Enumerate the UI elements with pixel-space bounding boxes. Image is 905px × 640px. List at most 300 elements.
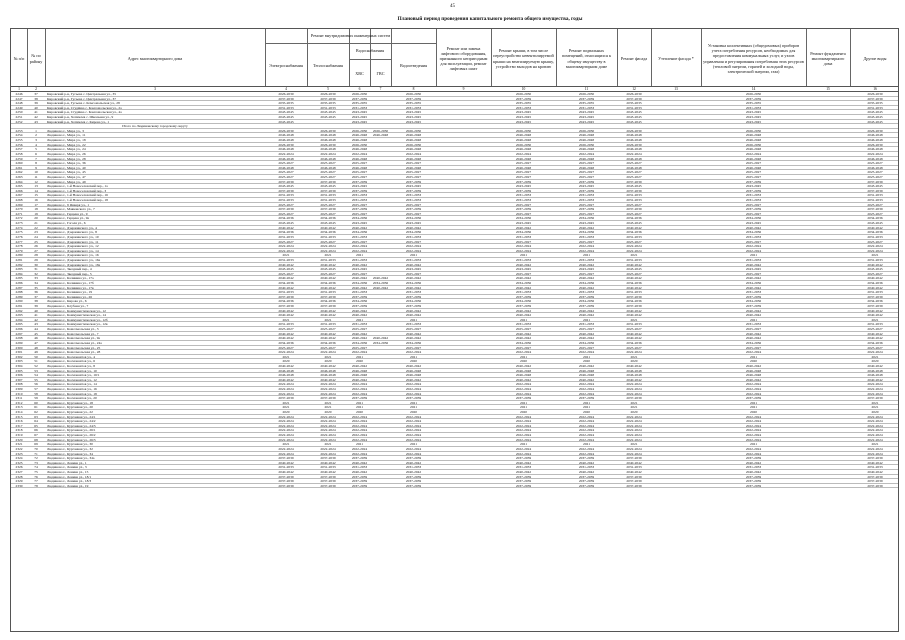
cell-num: 2330: [15, 483, 23, 488]
cell-num: 2251: [15, 115, 23, 120]
cell-num-district: 17: [34, 202, 38, 207]
cell-other: 2022-2024: [867, 451, 883, 456]
cell-heating: 2040-2042: [320, 377, 336, 382]
cell-roof: 2025-2027: [515, 174, 532, 179]
cell-roof: 2022-2024: [515, 391, 532, 396]
cell-basement: 2046-2048: [578, 138, 595, 143]
column-number: 6: [358, 87, 361, 91]
cell-heating: 2046-2048: [320, 133, 336, 138]
cell-sewer: 2025-2027: [405, 161, 422, 166]
cell-meters: 2026-2030: [745, 128, 762, 133]
header-gvs: ГВС: [376, 70, 385, 76]
cell-other: 2031-2033: [867, 234, 883, 239]
cell-heating: 2037-2039: [320, 179, 336, 184]
cell-num-district: 19: [34, 211, 38, 216]
cell-hvs: 2025-2027: [351, 327, 368, 332]
cell-roof: 2046-2048: [515, 138, 532, 143]
cell-sewer: 2021: [410, 405, 417, 410]
cell-other: 2040-2042: [867, 308, 883, 313]
cell-hvs: 2040-2042: [351, 308, 368, 313]
cell-facade: 2034-2036: [626, 299, 642, 304]
cell-address: Людиново г., Курганная ул., 24/1: [47, 414, 96, 419]
cell-facade: 2025-2027: [626, 345, 642, 350]
cell-meters: 2037-2039: [745, 396, 762, 401]
cell-meters: 2043-2045: [745, 184, 762, 189]
cell-facade: 2043-2045: [626, 221, 642, 226]
cell-num: 2267: [15, 193, 23, 198]
cell-num: 2305: [15, 368, 23, 373]
cell-meters: 2034-2036: [745, 280, 762, 285]
cell-num: 2279: [15, 248, 23, 253]
cell-other: 2031-2033: [867, 465, 883, 470]
cell-basement: 2046-2048: [578, 156, 595, 161]
cell-heating: 2021: [324, 354, 332, 359]
cell-meters: 2037-2039: [745, 294, 762, 299]
cell-hvs: 2025-2027: [351, 345, 368, 350]
cell-num: 2308: [15, 382, 23, 387]
cell-num-district: 16: [34, 198, 38, 203]
cell-sewer: 2034-2036: [405, 230, 422, 235]
header-meters: Установка коллективных (общедомовых) приборов учета потребления ресурсов, необходимых для предоставления коммунальных услуг, и узлов управления и регулирования потребления этих ресурсов (тепловой энергии, горячей и холодной воды, электрической энергии, газа): [703, 43, 804, 74]
cell-facade: 2021: [630, 442, 638, 447]
cell-meters: 2046-2048: [745, 138, 762, 143]
header-num-district: № по району: [29, 53, 43, 64]
cell-facade: 2021: [630, 400, 638, 405]
cell-num-district: 74: [34, 465, 38, 470]
cell-heating: 2046-2048: [320, 368, 336, 373]
cell-meters: 2031-2033: [745, 465, 762, 470]
cell-heating: 2040-2042: [320, 336, 336, 341]
cell-address: Людиново г., Мира ул., 36: [47, 161, 86, 166]
cell-num-district: 75: [34, 469, 38, 474]
cell-address: Людиново г., Звездный пер., 5: [47, 271, 92, 276]
cell-heating: 2022-2024: [320, 446, 336, 451]
cell-num-district: 42: [34, 317, 38, 322]
cell-num: 2296: [15, 327, 23, 332]
cell-other: 2046-2048: [867, 138, 883, 143]
cell-heating: 2046-2048: [320, 147, 336, 152]
cell-meters: 2046-2048: [745, 147, 762, 152]
cell-hvs: 2040-2042: [351, 285, 368, 290]
cell-basement: 2037-2039: [578, 96, 595, 101]
cell-other: 2026-2030: [867, 128, 883, 133]
cell-facade: 2025-2027: [626, 174, 642, 179]
cell-basement: 2031-2033: [578, 465, 595, 470]
cell-sewer: 2040-2042: [405, 308, 422, 313]
cell-meters: 2025-2027: [745, 202, 762, 207]
cell-address: Людиново г., Герцена ул., 9: [47, 211, 88, 216]
cell-heating: 2037-2039: [320, 96, 336, 101]
cell-other: 2046-2048: [867, 147, 883, 152]
cell-basement: 2021: [583, 400, 590, 405]
cell-meters: 2020: [750, 359, 757, 364]
cell-electric: 2021: [282, 354, 290, 359]
cell-electric: 2040-2042: [278, 377, 294, 382]
cell-heating: 2022-2024: [320, 414, 336, 419]
cell-meters: 2021: [750, 317, 757, 322]
cell-hvs: 2025-2027: [351, 161, 368, 166]
cell-num: 2295: [15, 322, 23, 327]
cell-address: Людиново г., Курганная ул., 24/2: [47, 419, 96, 424]
cell-hvs: 2022-2024: [351, 446, 368, 451]
cell-other: 2046-2048: [867, 156, 883, 161]
cell-basement: 2037-2039: [578, 396, 595, 401]
cell-facade: 2022-2024: [626, 419, 642, 424]
cell-num-district: 54: [34, 373, 38, 378]
cell-num: 2304: [15, 363, 23, 368]
cell-sewer: 2037-2039: [405, 294, 422, 299]
cell-meters: 2043-2045: [745, 221, 762, 226]
cell-hvs: 2035-2035: [351, 101, 368, 106]
cell-meters: 2040-2042: [745, 331, 762, 336]
cell-heating: 2040-2042: [320, 469, 336, 474]
cell-hvs: 2037-2039: [351, 396, 368, 401]
cell-other: 2037-2039: [867, 207, 883, 212]
cell-electric: 2025-2027: [278, 202, 294, 207]
cell-hvs: 2040-2042: [351, 469, 368, 474]
cell-roof: 2035-2035: [515, 101, 532, 106]
cell-sewer: 2037-2039: [405, 474, 422, 479]
cell-num-district: 7: [35, 156, 37, 161]
cell-electric: 2034-2036: [278, 230, 294, 235]
cell-meters: 2040-2042: [745, 262, 762, 267]
cell-gvs: 2040-2042: [372, 336, 389, 341]
cell-hvs: 2043-2045: [351, 119, 368, 124]
cell-basement: 2022-2024: [578, 451, 595, 456]
cell-address: Людиново г., Дзержинского ул., 11: [47, 239, 99, 244]
cell-basement: 2040-2042: [578, 336, 595, 341]
column-number: 5: [327, 87, 329, 91]
cell-num: 2293: [15, 313, 23, 318]
cell-other: 2040-2042: [867, 469, 883, 474]
cell-hvs: 2043-2045: [351, 267, 368, 272]
cell-hvs: 2040-2042: [351, 363, 368, 368]
cell-other: 2040-2042: [867, 363, 883, 368]
cell-num-district: 73: [34, 460, 38, 465]
cell-num-district: 53: [34, 368, 38, 373]
cell-num: 2277: [15, 239, 23, 244]
cell-address: Людиново г., Дзержинского ул., 16а: [47, 257, 101, 262]
cell-address: Людиново г., Калинина ул., 17а: [47, 276, 94, 281]
cell-roof: 2034-2036: [515, 280, 532, 285]
cell-meters: 2046-2048: [745, 368, 762, 373]
cell-heating: 2022-2024: [320, 419, 336, 424]
cell-basement: 2031-2033: [578, 257, 595, 262]
cell-num-district: 44: [34, 327, 38, 332]
cell-address: Людиново г., Дзержинского ул., 14: [47, 248, 99, 253]
cell-roof: 2025-2027: [515, 202, 532, 207]
cell-sewer: 2022-2024: [405, 414, 422, 419]
cell-address: Людиново г., Курганная ул., 26/3: [47, 437, 96, 442]
cell-facade: 2040-2042: [626, 460, 642, 465]
cell-heating: 2037-2039: [320, 396, 336, 401]
cell-electric: 2031-2033: [278, 257, 294, 262]
cell-basement: 2037-2039: [578, 474, 595, 479]
cell-meters: 2046-2048: [745, 373, 762, 378]
cell-heating: 2037-2039: [320, 304, 336, 309]
cell-heating: 2022-2024: [320, 382, 336, 387]
cell-other: 2046-2048: [867, 368, 883, 373]
cell-num-district: 38: [34, 96, 38, 101]
cell-electric: 2040-2042: [278, 460, 294, 465]
cell-other: 2035-2035: [867, 101, 883, 106]
cell-electric: 2031-2033: [278, 193, 294, 198]
cell-other: 2022-2024: [867, 387, 883, 391]
cell-roof: 2021: [520, 354, 527, 359]
cell-sewer: 2022-2024: [405, 446, 422, 451]
cell-electric: 2022-2024: [278, 382, 294, 387]
cell-other: 2022-2024: [867, 382, 883, 387]
cell-other: 2021: [871, 400, 879, 405]
cell-num-district: 14: [34, 188, 38, 193]
cell-heating: 2025-2027: [320, 170, 336, 175]
cell-roof: 2040-2042: [515, 313, 532, 318]
cell-roof: 2022-2024: [515, 419, 532, 424]
cell-meters: 2022-2024: [745, 248, 762, 253]
cell-electric: 2022-2024: [278, 248, 294, 253]
cell-hvs: 2022-2024: [351, 391, 368, 396]
cell-facade: 2025-2027: [626, 170, 642, 175]
cell-other: 2034-2036: [867, 280, 883, 285]
cell-heating: 2031-2033: [320, 290, 336, 295]
cell-meters: 2040-2042: [745, 225, 762, 230]
cell-num-district: 58: [34, 391, 38, 396]
cell-roof: 2040-2042: [515, 363, 532, 368]
cell-meters: 2022-2024: [745, 419, 762, 424]
cell-hvs: 2031-2033: [351, 198, 368, 203]
cell-roof: 2025-2027: [515, 239, 532, 244]
cell-num: 2323: [15, 451, 23, 456]
cell-heating: 2026-2030: [320, 92, 336, 96]
cell-meters: 2031-2033: [745, 290, 762, 295]
cell-roof: 2021: [520, 253, 527, 258]
cell-num: 2284: [15, 271, 23, 276]
cell-gvs: 2046-2048: [372, 133, 389, 138]
cell-sewer: 2031-2033: [405, 198, 422, 203]
column-number: 4: [285, 87, 287, 91]
cell-sewer: 2040-2042: [405, 262, 422, 267]
cell-address: Людиново г., Космонавтов ул., 10/1: [47, 373, 100, 378]
cell-address: Людиново г., Космонавтов ул., 16: [47, 387, 97, 391]
cell-other: 2031-2033: [867, 193, 883, 198]
cell-other: 2022-2024: [867, 419, 883, 424]
cell-heating: 2034-2036: [320, 280, 336, 285]
cell-num: 2324: [15, 456, 23, 461]
cell-meters: 2046-2048: [745, 156, 762, 161]
cell-address: Людиново г., Коммунистическая ул., 12в: [47, 322, 108, 327]
header-insulation: Утепление фасада *: [658, 55, 694, 61]
header-utilities-group: Ремонт внутридомовых инженерных систем: [310, 33, 391, 39]
cell-electric: 2026-2030: [278, 92, 294, 96]
cell-roof: 2022-2024: [515, 151, 532, 156]
cell-roof: 2022-2024: [515, 248, 532, 253]
cell-sewer: 2037-2039: [405, 96, 422, 101]
cell-roof: 2022-2024: [515, 350, 532, 355]
cell-num: 2299: [15, 340, 23, 345]
cell-num: 2325: [15, 460, 23, 465]
cell-sewer: 2037-2039: [405, 207, 422, 212]
cell-address: Людиново г., Курганная ул., 32: [47, 446, 93, 451]
cell-num-district: 51: [34, 359, 38, 364]
cell-sewer: 2046-2048: [405, 156, 422, 161]
cell-num: 2249: [15, 105, 23, 110]
cell-num: 2257: [15, 147, 23, 152]
cell-hvs: 2034-2036: [351, 299, 368, 304]
cell-meters: 2022-2024: [745, 428, 762, 433]
cell-basement: 2043-2045: [578, 184, 595, 189]
header-basement: Ремонт подвальных помещений, относящихся к общему имуществу в многоквартирном доме: [561, 48, 612, 69]
table-row: [11, 484, 898, 489]
cell-num: 2280: [15, 253, 23, 258]
cell-facade: 2021: [630, 317, 638, 322]
cell-hvs: 2037-2039: [351, 456, 368, 461]
cell-basement: 2043-2045: [578, 115, 595, 120]
cell-sewer: 2040-2042: [405, 225, 422, 230]
cell-meters: 2022-2024: [745, 446, 762, 451]
cell-num: 2294: [15, 317, 23, 322]
cell-facade: 2022-2024: [626, 387, 642, 391]
cell-num: 2322: [15, 446, 23, 451]
cell-sewer: 2037-2039: [405, 304, 422, 309]
cell-hvs: 2037-2039: [351, 294, 368, 299]
cell-roof: 2040-2042: [515, 276, 532, 281]
cell-basement: 2040-2042: [578, 313, 595, 318]
cell-other: 2022-2024: [867, 433, 883, 438]
cell-num: 2255: [15, 138, 23, 143]
cell-num-district: 40: [34, 308, 38, 313]
cell-meters: 2046-2048: [745, 133, 762, 138]
cell-heating: 2031-2033: [320, 193, 336, 198]
cell-electric: 2025-2027: [278, 161, 294, 166]
cell-meters: 2040-2042: [745, 308, 762, 313]
cell-address: Людиново г., 1-й Новоселовский пер., 16: [47, 193, 108, 198]
cell-sewer: 2040-2042: [405, 276, 422, 281]
cell-other: 2040-2042: [867, 336, 883, 341]
cell-sewer: 2022-2024: [405, 391, 422, 396]
cell-electric: 2022-2024: [278, 451, 294, 456]
cell-other: 2022-2024: [867, 446, 883, 451]
cell-sewer: 2025-2027: [405, 327, 422, 332]
cell-address: Людиново г., 9 Января ул., 1: [47, 202, 89, 207]
cell-meters: 2026-2030: [745, 142, 762, 147]
cell-electric: 2025-2027: [278, 239, 294, 244]
cell-electric: 2046-2048: [278, 373, 294, 378]
cell-electric: 2020: [282, 359, 290, 364]
cell-hvs: 2020: [356, 359, 363, 364]
cell-other: 2037-2039: [867, 96, 883, 101]
cell-address: Кировский р-н, Хотимлев с. Кирова ул., 1: [47, 119, 109, 124]
cell-other: 2026-2030: [867, 142, 883, 147]
cell-address: Людиново г., Курганная ул., 26/1: [47, 428, 96, 433]
cell-facade: 2040-2042: [626, 377, 642, 382]
column-number: 2: [35, 87, 37, 91]
cell-roof: 2046-2048: [515, 147, 532, 152]
cell-roof: 2022-2024: [515, 428, 532, 433]
cell-electric: 2043-2045: [278, 221, 294, 226]
cell-facade: 2025-2027: [626, 271, 642, 276]
cell-other: 2031-2033: [867, 105, 883, 110]
cell-num-district: 12: [34, 179, 38, 184]
cell-facade: 2037-2039: [626, 207, 642, 212]
cell-sewer: 2040-2042: [405, 285, 422, 290]
cell-sewer: 2021: [410, 354, 417, 359]
cell-num: 2265: [15, 184, 23, 189]
cell-num: 2262: [15, 170, 23, 175]
cell-address: Людиново г., Ленина ул., 18/1: [47, 474, 92, 479]
cell-roof: 2043-2045: [515, 221, 532, 226]
cell-electric: 2026-2030: [278, 142, 294, 147]
cell-num-district: 41: [34, 313, 38, 318]
cell-sewer: 2046-2048: [405, 165, 422, 170]
cell-num: 2291: [15, 304, 23, 309]
cell-heating: 2022-2024: [320, 350, 336, 355]
cell-basement: 2025-2027: [578, 174, 595, 179]
table-body: [10, 92, 899, 632]
cell-sewer: 2031-2033: [405, 465, 422, 470]
cell-sewer: 2040-2042: [405, 363, 422, 368]
cell-basement: 2021: [583, 317, 590, 322]
cell-basement: 2021: [583, 405, 590, 410]
cell-num-district: 46: [34, 336, 38, 341]
cell-sewer: 2022-2024: [405, 382, 422, 387]
cell-sewer: 2046-2048: [405, 133, 422, 138]
cell-meters: 2040-2042: [745, 363, 762, 368]
column-number: 15: [826, 87, 830, 91]
cell-meters: 2037-2039: [745, 479, 762, 484]
cell-num-district: 59: [34, 396, 38, 401]
cell-address: Людиново г., Курганная ул., 30: [47, 442, 93, 447]
cell-basement: 2031-2033: [578, 193, 595, 198]
cell-other: 2043-2045: [867, 115, 883, 120]
cell-roof: 2025-2027: [515, 211, 532, 216]
cell-other: 2025-2027: [867, 271, 883, 276]
cell-facade: 2034-2036: [626, 216, 642, 221]
cell-meters: 2022-2024: [745, 350, 762, 355]
cell-hvs: 2031-2033: [351, 234, 368, 239]
cell-electric: 2026-2030: [278, 128, 294, 133]
cell-num-district: 41: [34, 110, 38, 115]
cell-facade: 2043-2045: [626, 184, 642, 189]
cell-other: 2021: [871, 442, 879, 447]
cell-basement: 2046-2048: [578, 165, 595, 170]
cell-num-district: 1: [35, 128, 37, 133]
cell-facade: 2040-2042: [626, 331, 642, 336]
cell-num-district: 9: [35, 165, 37, 170]
cell-address: Людиново г., Мира ул., 40: [47, 165, 86, 170]
cell-other: 2025-2027: [867, 239, 883, 244]
cell-num: 2270: [15, 207, 23, 212]
cell-num: 2318: [15, 428, 23, 433]
cell-basement: 2034-2036: [578, 340, 595, 345]
cell-electric: 2043-2045: [278, 267, 294, 272]
cell-other: 2025-2027: [867, 161, 883, 166]
cell-facade: 2022-2024: [626, 433, 642, 438]
cell-heating: 2021: [324, 253, 332, 258]
header-heating: Теплоснабжения: [313, 62, 343, 68]
cell-heating: 2034-2036: [320, 230, 336, 235]
cell-meters: 2022-2024: [745, 437, 762, 442]
cell-basement: 2022-2024: [578, 248, 595, 253]
cell-num: 2256: [15, 142, 23, 147]
cell-other: 2037-2039: [867, 396, 883, 401]
cell-sewer: 2046-2048: [405, 147, 422, 152]
cell-num-district: 77: [34, 479, 38, 484]
cell-heating: 2025-2027: [320, 211, 336, 216]
cell-sewer: 2020: [410, 359, 417, 364]
cell-facade: 2022-2024: [626, 151, 642, 156]
cell-meters: 2025-2027: [745, 170, 762, 175]
cell-basement: 2021: [583, 354, 590, 359]
